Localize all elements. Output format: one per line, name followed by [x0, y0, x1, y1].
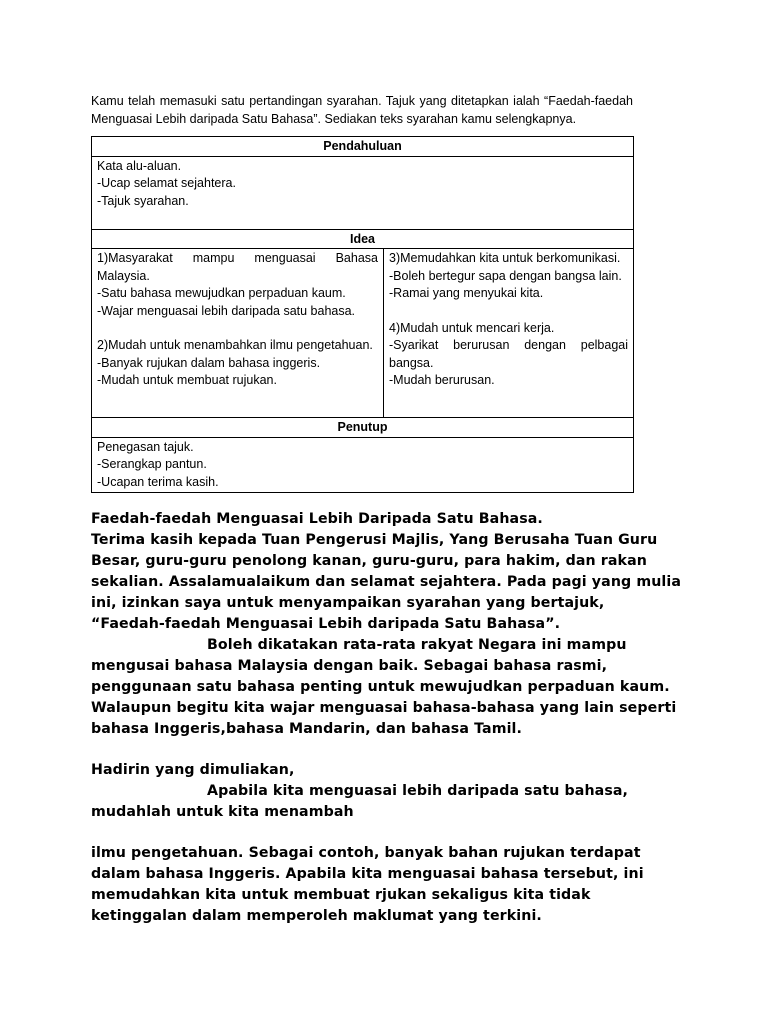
penutup-cell [92, 437, 634, 493]
pendahuluan-cell [92, 156, 634, 229]
speech-opening: Terima kasih kepada Tuan Pengerusi Majlis, Yang Berusaha Tuan Guru Besar, guru-guru penolong kanan, guru-guru, para hakim, dan rakan sekalian. Assalamualaikum dan selamat sejahtera. Pada pagi yang mulia ini, izinkan saya untuk menyampaikan syarahan yang bertajuk, “Faedah-faedah Menguasai Lebih daripada Satu Bahasa”. [91, 532, 682, 632]
pendahuluan-line: Kata alu-aluan. [97, 158, 182, 173]
penutup-line: -Ucapan terima kasih. [97, 474, 219, 489]
idea-point-3: 3)Memudahkan kita untuk berkomunikasi. [389, 251, 621, 265]
idea-left-cell [92, 249, 384, 418]
idea-line: -Syarikat berurusan dengan pelbagai bangsa. [389, 338, 629, 370]
idea-point-4: 4)Mudah untuk mencari kerja. [389, 320, 555, 335]
idea-line: -Boleh bertegur sapa dengan bangsa lain. [389, 268, 622, 283]
pendahuluan-line: -Ucap selamat sejahtera. [97, 176, 236, 190]
speech-paragraph-1: Boleh dikatakan rata-rata rakyat Negara ini mampu mengusai bahasa Malaysia dengan baik. Sebagai bahasa rasmi, penggunaan satu bahasa penting untuk mewujudkan perpaduan kaum. Walaupun begitu kita wajar menguasai bahasa-bahasa yang lain seperti bahasa Inggeris,bahasa Mandarin, dan bahasa Tamil. [91, 637, 677, 737]
idea-right-cell [384, 249, 634, 418]
idea-line: -Banyak rujukan dalam bahasa inggeris. [97, 355, 321, 370]
speech-paragraph-2b: ilmu pengetahuan. Sebagai contoh, banyak bahan rujukan terdapat dalam bahasa Inggeris. Apabila kita menguasai bahasa tersebut, ini memudahkan kita untuk membuat rjukan sekaligus kita tidak ketinggalan dalam memperoleh maklumat yang terkini. [91, 845, 644, 924]
idea-line: -Ramai yang menyukai kita. [389, 286, 544, 300]
pendahuluan-line: -Tajuk syarahan. [97, 193, 189, 208]
speech-salutation: Hadirin yang dimuliakan, [91, 762, 295, 778]
idea-point-1: 1)Masyarakat mampu menguasai Bahasa Malaysia. [97, 251, 378, 283]
task-section [91, 92, 633, 493]
speech-text [91, 509, 681, 927]
speech-title: Faedah-faedah Menguasai Lebih Daripada Satu Bahasa. [91, 511, 543, 527]
idea-line: -Satu bahasa mewujudkan perpaduan kaum. [97, 286, 346, 300]
idea-line: -Wajar menguasai lebih daripada satu bahasa. [97, 303, 356, 318]
speech-outline-table [91, 136, 634, 493]
speech-paragraph-2a: Apabila kita menguasai lebih daripada satu bahasa, mudahlah untuk kita menambah [91, 783, 629, 820]
penutup-line: Penegasan tajuk. [97, 439, 194, 454]
idea-line: -Mudah untuk membuat rujukan. [97, 373, 277, 387]
idea-point-2: 2)Mudah untuk menambahkan ilmu pengetahuan. [97, 338, 373, 352]
penutup-line: -Serangkap pantun. [97, 457, 207, 471]
idea-line: -Mudah berurusan. [389, 373, 495, 387]
penutup-heading: Penutup [92, 418, 634, 438]
idea-heading: Idea [92, 229, 634, 249]
task-instruction: Kamu telah memasuki satu pertandingan syarahan. Tajuk yang ditetapkan ialah “Faedah-faedah Menguasai Lebih daripada Satu Bahasa”. Sediakan teks syarahan kamu selengkapnya. [91, 94, 633, 126]
pendahuluan-heading: Pendahuluan [92, 137, 634, 157]
